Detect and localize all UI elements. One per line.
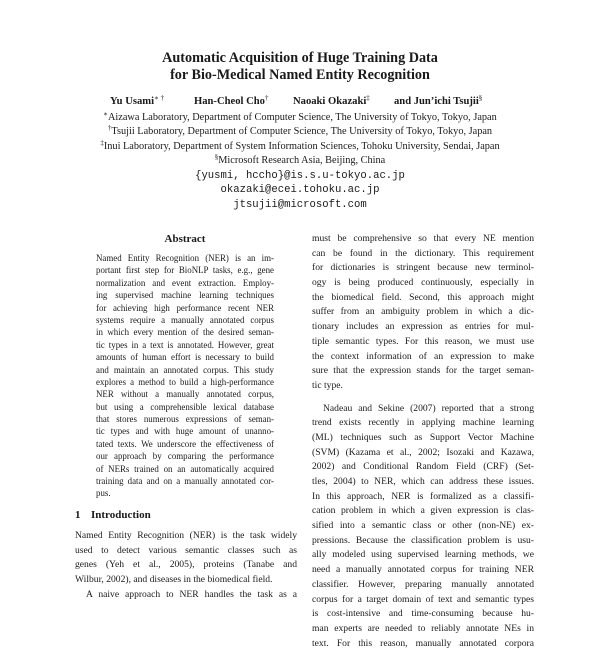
- affil-mark: ∗ †: [154, 94, 165, 102]
- body-line: need a manually annotated corpus for training NER: [312, 564, 534, 576]
- section-title: Introduction: [91, 509, 151, 521]
- abstract-body: [96, 252, 274, 500]
- paper-title: [0, 50, 600, 84]
- body-line: 2002) and Conditional Random Field (CRF) (Set-: [312, 461, 534, 473]
- body-line: genes (Yeh et al., 2005), proteins (Tanabe and: [75, 559, 297, 571]
- body-line: for dictionaries is stringent because new terminol-: [312, 262, 534, 274]
- affil-mark: ‡: [366, 94, 370, 102]
- abstract-line: NER without a manually annotated corpus,: [96, 389, 274, 400]
- abstract-line: amounts of human effort is necessary to build: [96, 352, 274, 363]
- body-line: (SVM) (Kazama et al., 2002; Isozaki and Kazawa,: [312, 446, 534, 458]
- body-line: classifier. However, preparing manually annotated: [312, 578, 534, 590]
- abstract-line: tic types and with huge amount of unanno-: [96, 426, 274, 437]
- affiliation: †Tsujii Laboratory, Department of Computer Science, The University of Tokyo, Tokyo, Japan: [107, 124, 493, 138]
- abstract-line: ing supervised machine learning techniques: [96, 290, 274, 301]
- body-line: tiple semantic types. For this reason, we must use: [312, 335, 534, 347]
- section-number: 1: [75, 509, 81, 521]
- abstract-line: systems require a manually annotated corpus: [96, 314, 274, 325]
- affil-mark: †: [264, 94, 269, 102]
- body-line: ogy is being produced continuously, especially in: [312, 277, 534, 289]
- abstract-line: explores a method to build a high-performance: [96, 376, 274, 387]
- email: okazaki@ecei.tohoku.ac.jp: [220, 184, 380, 197]
- affiliation: §Microsoft Research Asia, Beijing, China: [214, 152, 386, 166]
- abstract-line: pus.: [96, 488, 111, 499]
- body-line: Nadeau and Sekine (2007) reported that a strong: [323, 402, 534, 414]
- body-line: suffer from an ambiguity problem in which a dic-: [312, 306, 534, 318]
- body-line: Named Entity Recognition (NER) is the task widely: [75, 530, 297, 541]
- abstract-line: in which every mention of the desired seman-: [96, 327, 274, 338]
- intro-body-right: [312, 232, 534, 651]
- body-line: cation problem in which a given expression is clas-: [312, 505, 534, 517]
- abstract-line: normalization and event extraction. Employ-: [96, 277, 274, 288]
- abstract-line: and maintain an annotated corpus. This study: [96, 364, 274, 375]
- body-line: is cost-intensive and time-consuming because hu-: [312, 608, 534, 620]
- abstract-line: for achieving high performance recent NER: [96, 302, 274, 313]
- affiliation-list: [0, 111, 600, 168]
- affil-mark: §: [478, 94, 483, 102]
- author: and Jun’ichi Tsujii§: [394, 94, 483, 107]
- body-line: In this approach, NER is formalized as a classifi-: [312, 490, 534, 502]
- author: Han-Cheol Cho†: [194, 94, 269, 107]
- abstract-line: training data and on a manually annotated cor-: [96, 476, 274, 487]
- author: Naoaki Okazaki‡: [293, 94, 370, 107]
- email: jtsujii@microsoft.com: [233, 198, 367, 211]
- body-line: used to detect various semantic classes such as: [75, 544, 297, 556]
- title-line: Automatic Acquisition of Huge Training Data: [162, 50, 438, 66]
- author: Yu Usami∗ †: [110, 94, 165, 107]
- body-line: pressions. Because the classification problem is usu-: [312, 534, 534, 546]
- section-heading-introduction: [75, 509, 151, 521]
- abstract-line: of NERs trained on an automatically acquired: [96, 463, 274, 474]
- body-line: trend exists recently in applying machine learning: [312, 417, 534, 429]
- body-line: can be found in the dictionary. This requirement: [312, 247, 534, 259]
- abstract-line: Named Entity Recognition (NER) is an im-: [96, 253, 274, 263]
- title-line: for Bio-Medical Named Entity Recognition: [170, 67, 430, 83]
- paragraph-gap: [312, 394, 534, 402]
- abstract-line: portant first step for BioNLP tasks, e.g., gene: [96, 265, 274, 276]
- body-line: corpus for a target domain of text and semantic types: [312, 593, 534, 605]
- body-line: the context information of an expression to make: [312, 350, 534, 362]
- body-line: tles, 2004) to NER, which can address these issues.: [312, 476, 534, 487]
- body-line: sure that the expression stands for the target seman-: [312, 365, 534, 377]
- abstract-line: our approach by comparing the performance: [96, 451, 274, 462]
- intro-body-left: [75, 529, 297, 602]
- body-line: the biomedical field. Second, this approach might: [312, 291, 534, 303]
- abstract-heading: Abstract: [164, 233, 206, 245]
- email: {yusmi, hccho}@is.s.u-tokyo.ac.jp: [195, 170, 405, 182]
- affiliation: ‡Inui Laboratory, Department of System Information Sciences, Tohoku University, Sendai, Japan: [100, 138, 500, 152]
- body-line: tic type.: [312, 379, 343, 391]
- abstract-line: but using a comprehensible lexical database: [96, 401, 274, 412]
- body-line: Wilbur, 2002), and diseases in the biomedical field.: [75, 574, 273, 586]
- body-line: (ML) techniques such as Support Vector Machine: [312, 431, 534, 443]
- body-line: tionary includes an expression as entries for mul-: [312, 321, 534, 333]
- body-line: text. For this reason, manually annotated corpora: [312, 637, 534, 649]
- affiliation: ∗Aizawa Laboratory, Department of Computer Science, The University of Tokyo, Tokyo, Japan: [103, 110, 497, 123]
- body-line: A naive approach to NER handles the task as a: [86, 588, 297, 600]
- abstract-line: tated texts. We underscore the effectiveness of: [96, 438, 274, 449]
- abstract-line: tic types in a text is annotated. However, great: [96, 339, 274, 350]
- abstract-line: that stores numerous expressions of seman-: [96, 414, 274, 425]
- body-line: must be comprehensive so that every NE mention: [312, 233, 534, 244]
- body-line: man experts are needed to reliably annotate NEs in: [312, 622, 534, 634]
- body-line: sified into a semantic class or other (non-NE) ex-: [312, 520, 534, 532]
- body-line: ally modeled using supervised learning methods, we: [312, 549, 534, 561]
- email-list: [0, 169, 600, 212]
